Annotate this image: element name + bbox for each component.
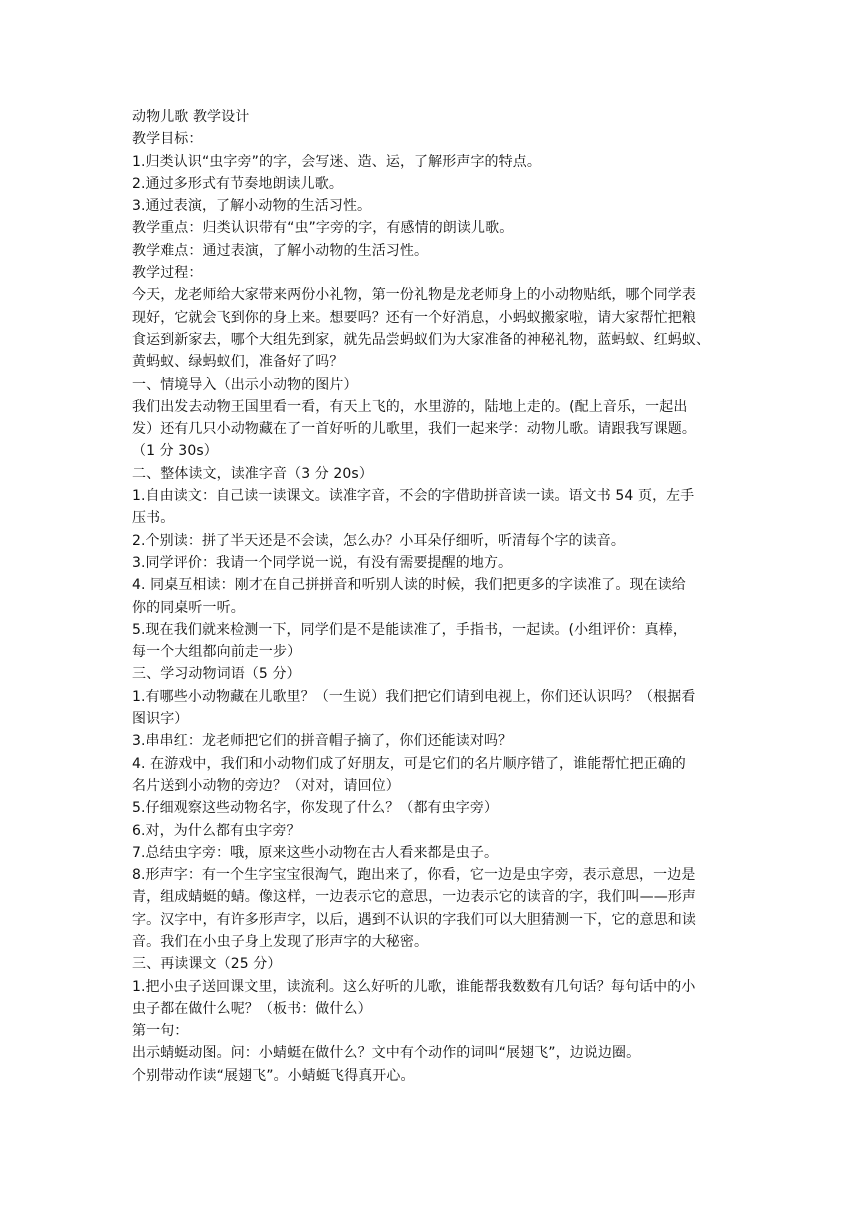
text-line: 音。我们在小虫子身上发现了形声字的大秘密。	[132, 933, 429, 950]
text-line: 1.自由读文：自己读一读课文。读准字音，不会的字借助拼音读一读。语文书 54 页，左手	[132, 488, 695, 505]
text-line: 1.归类认识“虫字旁”的字，会写迷、造、运，了解形声字的特点。	[132, 153, 541, 170]
text-line: 现好，它就会飞到你的身上来。想要吗？还有一个好消息，小蚂蚁搬家啦，请大家帮忙把粮	[132, 309, 696, 326]
text-line: 3.串串红：龙老师把它们的拼音帽子摘了，你们还能读对吗？	[132, 733, 513, 750]
text-line: 2.通过多形式有节奏地朗读儿歌。	[132, 175, 343, 192]
text-line: 食运到新家去，哪个大组先到家，就先品尝蚂蚁们为大家准备的神秘礼物，蓝蚂蚁、红蚂蚁、	[132, 331, 711, 348]
text-line: 1.有哪些小动物藏在儿歌里？（一生说）我们把它们请到电视上，你们还认识吗？（根据看	[132, 688, 696, 705]
text-line: 5.仔细观察这些动物名字，你发现了什么？（都有虫字旁）	[132, 800, 499, 817]
text-line: 名片送到小动物的旁边？（对对，请回位）	[132, 777, 400, 794]
text-line: 个别带动作读“展翅飞”。小蜻蜓飞得真开心。	[132, 1067, 415, 1084]
text-line: 今天，龙老师给大家带来两份小礼物，第一份礼物是龙老师身上的小动物贴纸，哪个同学表	[132, 287, 696, 304]
text-line: 4. 同桌互相读：刚才在自己拼拼音和听别人读的时候，我们把更多的字读准了。现在读给	[132, 577, 686, 594]
text-line: 黄蚂蚁、绿蚂蚁们，准备好了吗？	[132, 354, 344, 371]
text-line: 8.形声字：有一个生字宝宝很淘气，跑出来了，你看，它一边是虫字旁，表示意思，一边是	[132, 867, 696, 884]
text-line: 3.同学评价：我请一个同学说一说，有没有需要提醒的地方。	[132, 554, 513, 571]
text-line: 你的同桌听一听。	[132, 599, 245, 616]
text-line: 发）还有几只小动物藏在了一首好听的儿歌里，我们一起来学：动物儿歌。请跟我写课题。	[132, 421, 696, 438]
text-line: 压书。	[132, 510, 175, 527]
text-line: 三、再读课文（25 分）	[132, 956, 282, 973]
text-line: 教学过程：	[132, 265, 203, 282]
text-line: （1 分 30s）	[132, 443, 218, 460]
text-line: 二、整体读文，读准字音（3 分 20s）	[132, 465, 373, 482]
text-line: 教学目标：	[132, 131, 203, 148]
document-title: 动物儿歌 教学设计	[132, 109, 250, 125]
text-line: 青，组成蜻蜓的蜻。像这样，一边表示它的意思，一边表示它的读音的字，我们叫——形声	[132, 889, 696, 906]
text-line: 每一个大组都向前走一步）	[132, 644, 302, 661]
text-line: 一、情境导入（出示小动物的图片）	[132, 376, 358, 393]
text-line: 2.个别读：拼了半天还是不会读，怎么办？小耳朵仔细听，听清每个字的读音。	[132, 532, 625, 549]
text-line: 虫子都在做什么呢？（板书：做什么）	[132, 1000, 372, 1017]
text-line: 第一句：	[132, 1023, 189, 1040]
text-line: 教学重点：归类认识带有“虫”字旁的字，有感情的朗读儿歌。	[132, 220, 514, 237]
text-line: 图识字）	[132, 711, 189, 728]
text-line: 7.总结虫字旁：哦，原来这些小动物在古人看来都是虫子。	[132, 844, 499, 861]
text-line: 4. 在游戏中，我们和小动物们成了好朋友，可是它们的名片顺序错了，谁能帮忙把正确的	[132, 755, 686, 772]
text-line: 3.通过表演，了解小动物的生活习性。	[132, 198, 372, 215]
text-line: 5.现在我们就来检测一下，同学们是不是能读准了，手指书，一起读。(小组评价：真棒，	[132, 621, 687, 638]
text-line: 字。汉字中，有许多形声字，以后，遇到不认识的字我们可以大胆猜测一下，它的意思和读	[132, 911, 696, 928]
text-line: 1.把小虫子送回课文里，读流利。这么好听的儿歌，谁能帮我数数有几句话？每句话中的小	[132, 978, 696, 995]
document-body	[132, 106, 732, 1087]
text-line: 三、学习动物词语（5 分）	[132, 666, 301, 683]
text-line: 我们出发去动物王国里看一看，有天上飞的，水里游的，陆地上走的。(配上音乐，一起出	[132, 398, 688, 415]
text-line: 教学难点：通过表演，了解小动物的生活习性。	[132, 242, 429, 259]
text-line: 6.对，为什么都有虫字旁？	[132, 822, 301, 839]
text-line: 出示蜻蜓动图。问：小蜻蜓在做什么？文中有个动作的词叫“展翅飞”，边说边圈。	[132, 1045, 641, 1062]
